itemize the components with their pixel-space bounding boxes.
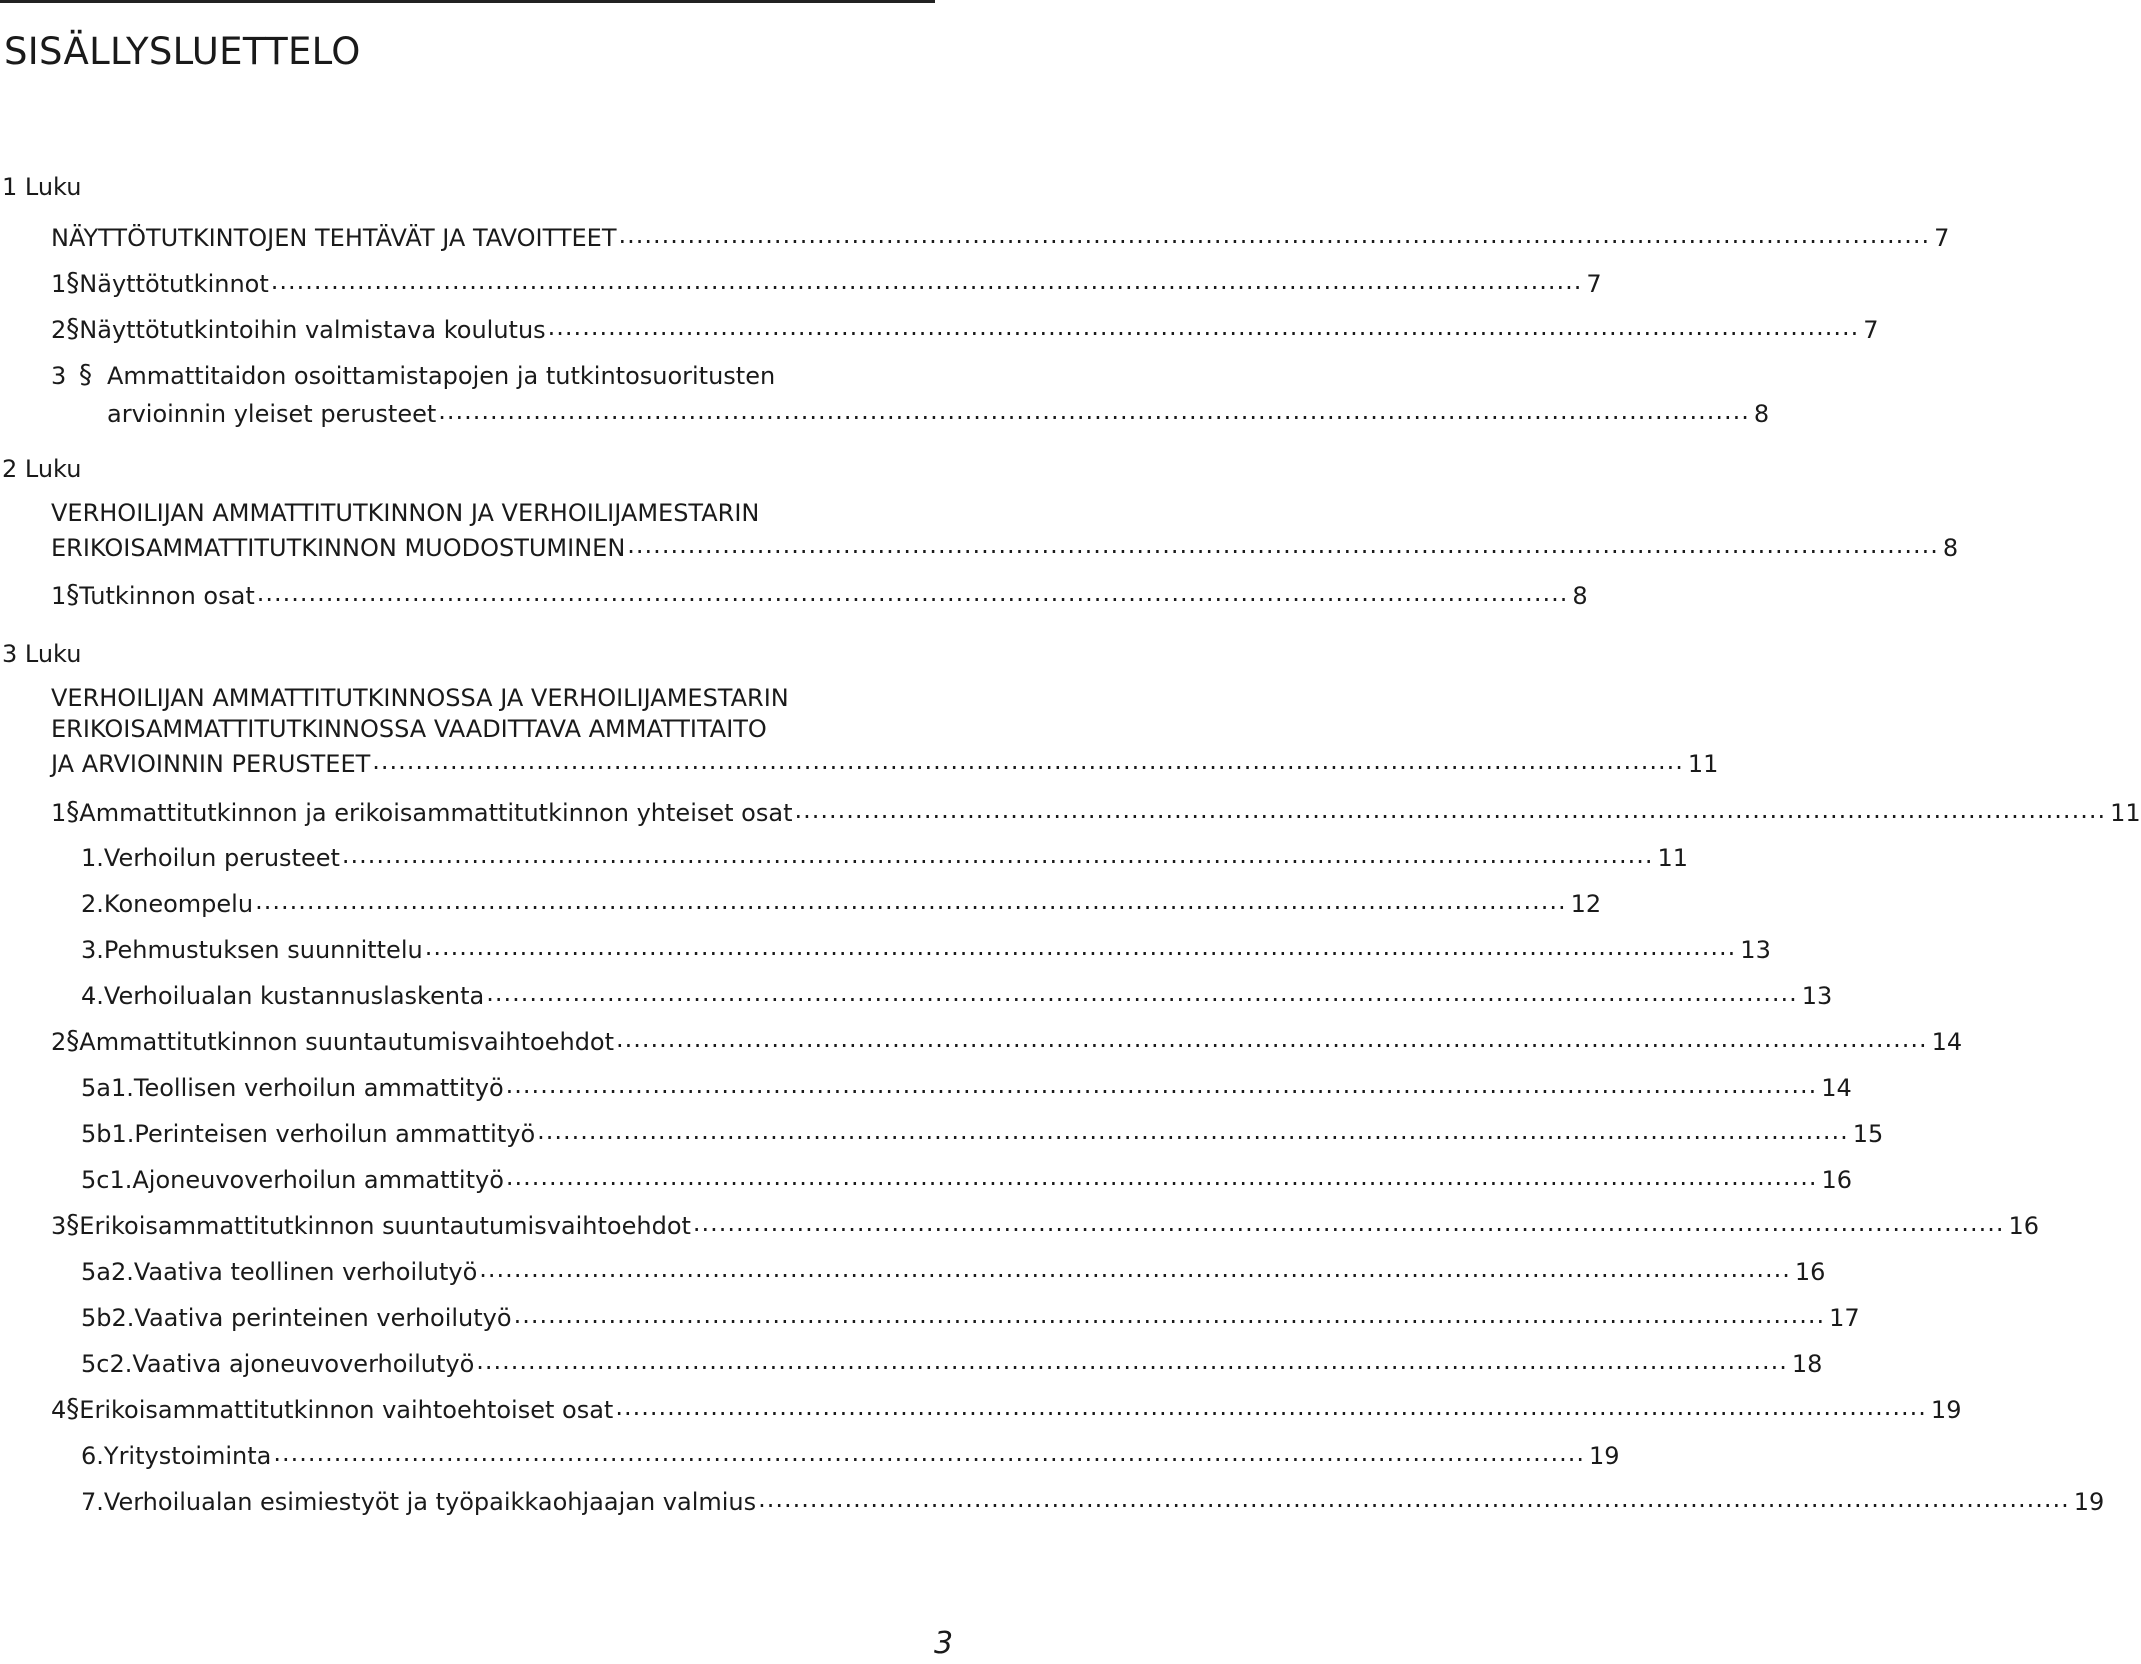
toc-entry[interactable]	[81, 930, 1771, 964]
sub-number: 5a1.	[81, 1074, 134, 1102]
page-ref: 19	[1930, 1396, 1962, 1424]
dot-leader: ........................................................................................................................................................	[627, 531, 1939, 559]
toc-entry[interactable]	[51, 793, 2141, 827]
dot-leader: ........................................................................................................................................................	[273, 1439, 1585, 1467]
page-ref: 13	[1740, 936, 1771, 964]
dot-leader: ........................................................................................................................................................	[547, 313, 1860, 341]
toc-item-label: arvioinnin yleiset perusteet	[107, 400, 437, 428]
toc-entry[interactable]	[81, 1482, 2105, 1516]
sub-number: 5b1.	[81, 1120, 135, 1148]
section-sign: §	[79, 360, 92, 390]
section-number: 2	[51, 316, 67, 344]
toc-item-label: Tutkinnon osat	[79, 582, 255, 610]
page-number: 3	[934, 1626, 954, 1661]
toc-entry[interactable]	[51, 744, 1719, 778]
sub-number: 7.	[81, 1488, 104, 1516]
chapter-label: 1 Luku	[2, 173, 82, 201]
dot-leader: ........................................................................................................................................................	[758, 1485, 2070, 1513]
dot-leader: ........................................................................................................................................................	[505, 1071, 1818, 1099]
page-ref: 16	[1794, 1258, 1826, 1286]
section-number: 4	[51, 1396, 67, 1424]
dot-leader: ........................................................................................................................................................	[513, 1301, 1826, 1329]
page-ref: 16	[1821, 1166, 1853, 1194]
toc-entry[interactable]	[51, 218, 1950, 252]
toc-entry-first-line[interactable]	[51, 356, 879, 390]
toc-heading: ERIKOISAMMATTITUTKINNON MUODOSTUMINEN	[51, 534, 626, 562]
toc-item-label: Pehmustuksen suunnittelu	[103, 936, 423, 964]
page-ref: 8	[1572, 582, 1588, 610]
dot-leader: ........................................................................................................................................................	[372, 747, 1684, 775]
toc-entry[interactable]	[51, 264, 1602, 298]
toc-entry[interactable]	[81, 1068, 1852, 1102]
section-number: 3	[51, 362, 67, 390]
toc-item-label: Verhoilualan esimiestyöt ja työpaikkaohjaajan valmius	[103, 1488, 757, 1516]
toc-entry[interactable]	[81, 1114, 1884, 1148]
toc-item-label: Erikoisammattitutkinnon suuntautumisvaihtoehdot	[79, 1212, 691, 1240]
section-number: 1	[51, 582, 67, 610]
chapter-label: 2 Luku	[2, 455, 82, 483]
toc-item-label: Erikoisammattitutkinnon vaihtoehtoiset osat	[79, 1396, 614, 1424]
toc-entry[interactable]	[81, 1160, 1853, 1194]
sub-number: 5c2.	[81, 1350, 133, 1378]
toc-item-label: Näyttötutkinnot	[79, 270, 269, 298]
toc-item-label: Vaativa perinteinen verhoilutyö	[134, 1304, 512, 1332]
toc-item-label: Koneompelu	[103, 890, 254, 918]
section-sign: §	[66, 797, 80, 827]
top-rule	[0, 0, 935, 3]
page-ref: 18	[1791, 1350, 1823, 1378]
page-ref: 13	[1801, 982, 1833, 1010]
toc-item-label: Verhoilun perusteet	[103, 844, 340, 872]
toc-entry[interactable]	[81, 1436, 1620, 1470]
dot-leader: ........................................................................................................................................................	[255, 887, 1567, 915]
page-ref: 7	[1586, 270, 1602, 298]
page-ref: 15	[1852, 1120, 1884, 1148]
section-sign: §	[66, 1210, 80, 1240]
toc-entry[interactable]	[81, 1344, 1823, 1378]
sub-number: 3.	[81, 936, 104, 964]
toc-heading-line: ERIKOISAMMATTITUTKINNOSSA VAADITTAVA AMMATTITAITO	[51, 715, 767, 743]
toc-entry[interactable]	[51, 1390, 1962, 1424]
toc-item-label: Teollisen verhoilun ammattityö	[133, 1074, 504, 1102]
dot-leader: ........................................................................................................................................................	[505, 1163, 1818, 1191]
dot-leader: ........................................................................................................................................................	[692, 1209, 2005, 1237]
section-sign: §	[66, 1394, 80, 1424]
page-ref: 11	[1687, 750, 1719, 778]
dot-leader: ........................................................................................................................................................	[537, 1117, 1849, 1145]
section-number: 3	[51, 1212, 67, 1240]
toc-item-label: Vaativa teollinen verhoilutyö	[133, 1258, 478, 1286]
dot-leader: ........................................................................................................................................................	[270, 267, 1583, 295]
toc-heading-line: VERHOILIJAN AMMATTITUTKINNON JA VERHOILIJAMESTARIN	[51, 499, 760, 527]
dot-leader: ........................................................................................................................................................	[618, 221, 1931, 249]
dot-leader: ........................................................................................................................................................	[479, 1255, 1791, 1283]
page-ref: 16	[2008, 1212, 2040, 1240]
page-ref: 8	[1942, 534, 1959, 562]
page-ref: 7	[1934, 224, 1950, 252]
toc-entry[interactable]	[81, 1252, 1826, 1286]
sub-number: 5b2.	[81, 1304, 135, 1332]
dot-leader: ........................................................................................................................................................	[615, 1393, 1927, 1421]
dot-leader: ........................................................................................................................................................	[424, 933, 1737, 961]
toc-item-label: Ajoneuvoverhoilun ammattityö	[132, 1166, 504, 1194]
toc-entry[interactable]	[51, 528, 1959, 562]
toc-heading: NÄYTTÖTUTKINTOJEN TEHTÄVÄT JA TAVOITTEET	[51, 224, 617, 252]
toc-entry[interactable]	[51, 1206, 2040, 1240]
dot-leader: ........................................................................................................................................................	[616, 1025, 1928, 1053]
toc-item-label: Ammattitutkinnon suuntautumisvaihtoehdot	[79, 1028, 615, 1056]
page-ref: 11	[2110, 799, 2141, 827]
page-ref: 8	[1753, 400, 1770, 428]
toc-item-label: Ammattitutkinnon ja erikoisammattitutkinnon yhteiset osat	[79, 799, 793, 827]
toc-entry[interactable]	[81, 1298, 1860, 1332]
toc-entry[interactable]	[51, 1022, 1963, 1056]
sub-number: 4.	[81, 982, 104, 1010]
section-number: 2	[51, 1028, 67, 1056]
section-number: 1	[51, 270, 67, 298]
sub-number: 2.	[81, 890, 104, 918]
toc-item-label: Yritystoiminta	[103, 1442, 272, 1470]
toc-heading-line: VERHOILIJAN AMMATTITUTKINNOSSA JA VERHOILIJAMESTARIN	[51, 684, 789, 712]
page-ref: 14	[1931, 1028, 1963, 1056]
toc-item-label: Verhoilualan kustannuslaskenta	[103, 982, 485, 1010]
toc-item-label: Ammattitaidon osoittamistapojen ja tutkintosuoritusten	[107, 362, 776, 390]
dot-leader: ........................................................................................................................................................	[476, 1347, 1788, 1375]
dot-leader: ........................................................................................................................................................	[794, 796, 2107, 824]
section-sign: §	[66, 268, 80, 298]
page-ref: 19	[1588, 1442, 1620, 1470]
section-sign: §	[66, 1026, 80, 1056]
toc-item-label: Näyttötutkintoihin valmistava koulutus	[79, 316, 546, 344]
toc-entry-continuation[interactable]	[107, 394, 1770, 428]
page-ref: 14	[1821, 1074, 1852, 1102]
page-ref: 11	[1657, 844, 1689, 872]
sub-number: 6.	[81, 1442, 104, 1470]
toc-entry[interactable]	[81, 976, 1833, 1010]
page-ref: 19	[2073, 1488, 2105, 1516]
toc-entry[interactable]	[51, 310, 1879, 344]
section-sign: §	[66, 580, 80, 610]
sub-number: 1.	[81, 844, 104, 872]
toc-entry[interactable]	[81, 884, 1602, 918]
sub-number: 5a2.	[81, 1258, 134, 1286]
page-ref: 17	[1829, 1304, 1860, 1332]
toc-entry[interactable]	[81, 838, 1689, 872]
page-title: SISÄLLYSLUETTELO	[4, 30, 361, 73]
toc-heading: JA ARVIOINNIN PERUSTEET	[51, 750, 371, 778]
page-ref: 7	[1863, 316, 1879, 344]
toc-item-label: Perinteisen verhoilun ammattityö	[134, 1120, 536, 1148]
chapter-label: 3 Luku	[2, 640, 82, 668]
page-ref: 12	[1570, 890, 1602, 918]
dot-leader: ........................................................................................................................................................	[341, 841, 1654, 869]
toc-item-label: Vaativa ajoneuvoverhoilutyö	[132, 1350, 475, 1378]
dot-leader: ........................................................................................................................................................	[486, 979, 1798, 1007]
dot-leader: ........................................................................................................................................................	[256, 579, 1569, 607]
dot-leader: ........................................................................................................................................................	[438, 397, 1750, 425]
section-number: 1	[51, 799, 67, 827]
toc-entry[interactable]	[51, 576, 1588, 610]
section-sign: §	[66, 314, 80, 344]
sub-number: 5c1.	[81, 1166, 133, 1194]
